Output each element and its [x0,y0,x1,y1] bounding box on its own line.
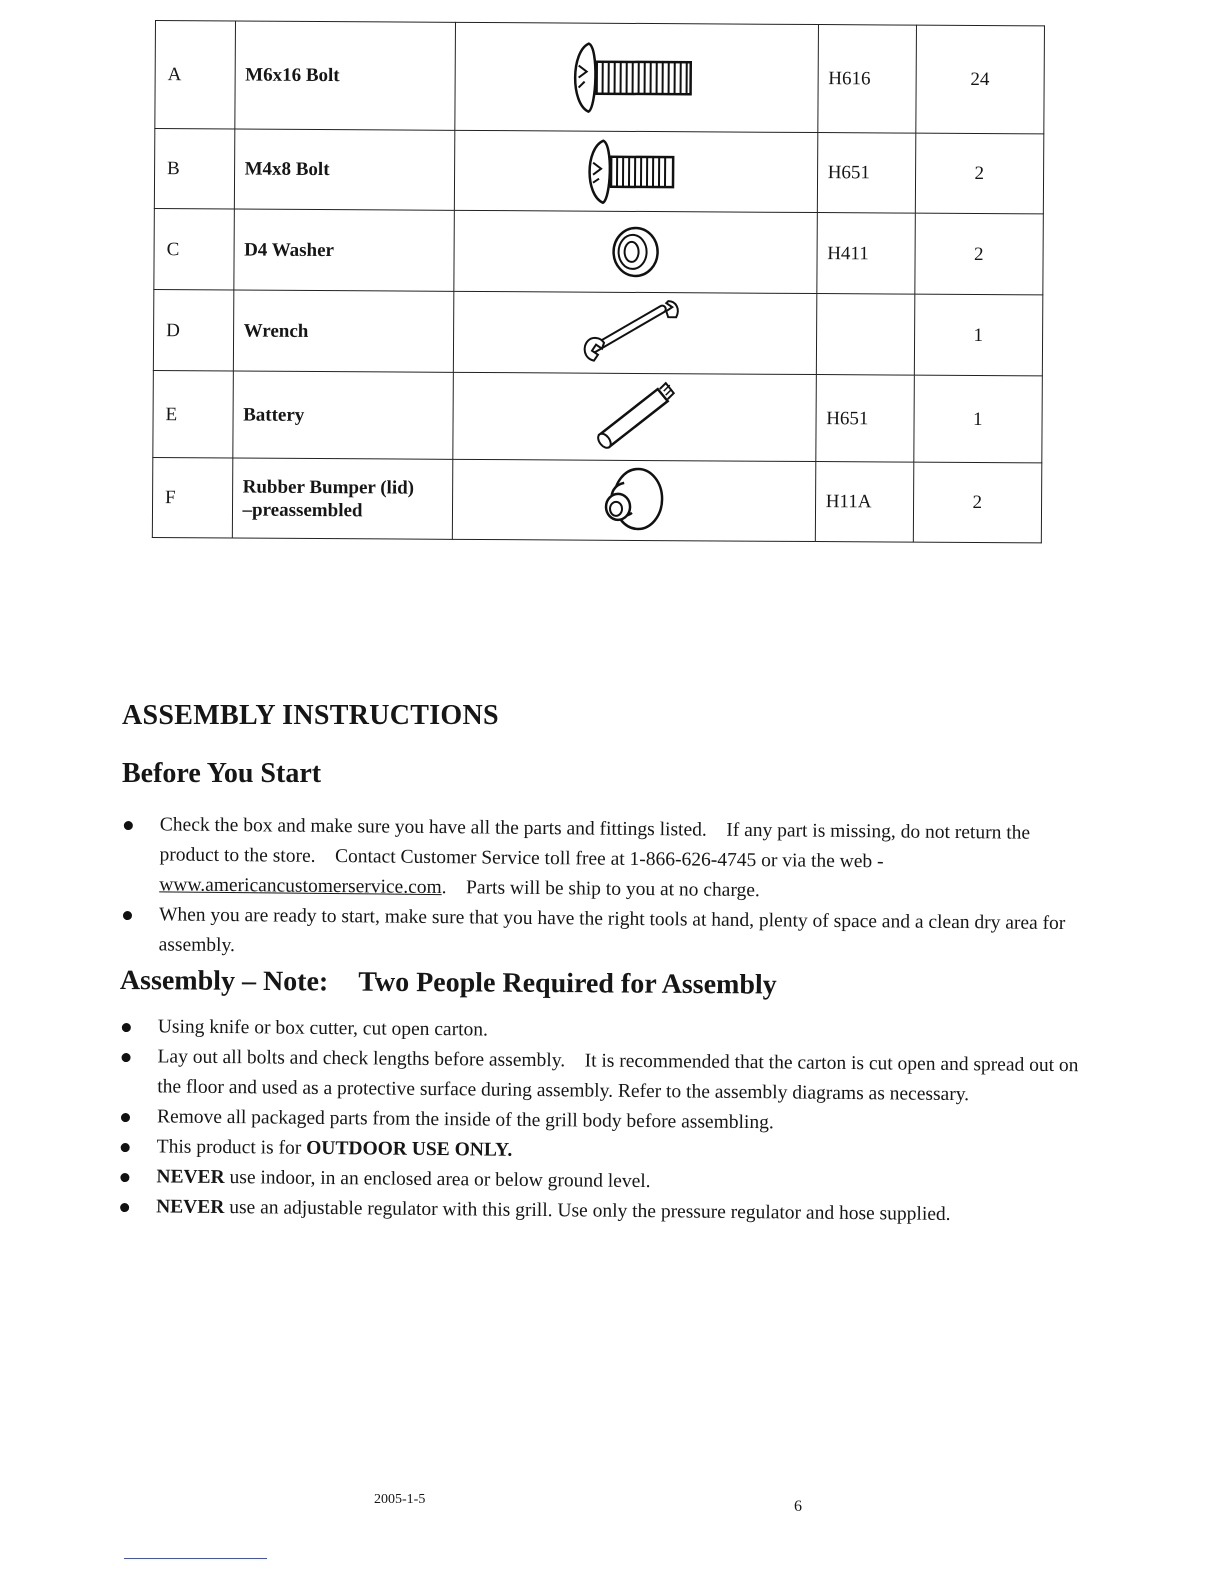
bullet-icon [121,1143,130,1152]
footer-date: 2005-1-5 [374,1492,426,1507]
part-code [816,294,914,376]
part-name: M4x8 Bolt [234,129,455,210]
list-text-bold: OUTDOOR USE ONLY. [306,1137,513,1161]
part-name: M6x16 Bolt [234,21,455,130]
part-picture [455,22,819,132]
bullet-icon [120,1203,129,1212]
part-name: Battery [232,371,453,459]
table-row [154,129,1043,214]
part-picture [454,210,817,293]
part-qty: 1 [913,375,1042,463]
list-text-bold: NEVER [156,1166,225,1189]
table-row [152,457,1041,542]
list-text: Check the box and make sure you have all the parts and fittings listed. If any part is missing, do not return the product to the store. Contact Customer Service toll free at 1-866-626-4745 or via the web - [159,814,1031,873]
parts-table [152,20,1045,543]
list-text-bold: NEVER [156,1196,225,1219]
part-picture [454,130,817,212]
part-qty: 24 [915,25,1044,134]
assembly-note-label: Assembly – Note: [119,965,329,998]
bullet-icon [120,1173,129,1182]
list-text: Remove all packaged parts from the inside of the grill body before assembling. [156,1106,774,1134]
part-code: H651 [817,133,915,214]
list-item [119,1042,1080,1111]
part-qty: 1 [914,294,1043,376]
part-qty: 2 [915,133,1044,214]
part-code: H11A [815,462,913,543]
section-title: ASSEMBLY INSTRUCTIONS [122,700,499,731]
before-you-start-heading: Before You Start [122,758,322,789]
list-item [121,810,1077,909]
table-row [153,289,1042,375]
bullet-icon [124,821,133,830]
assembly-list [118,1012,1080,1231]
part-name-line1: Rubber Bumper (lid) [242,476,415,499]
part-code: H411 [816,213,914,295]
page-number: 6 [794,1498,802,1515]
part-letter: B [154,129,234,209]
table-row [155,21,1045,134]
part-qty: 2 [913,462,1042,543]
part-picture [452,459,815,541]
assembly-note-text: Two People Required for Assembly [358,966,777,1001]
table-row [154,208,1043,294]
wrench-icon [580,295,690,372]
list-text: When you are ready to start, make sure that you have the right tools at hand, plenty of space and a clean dry area for assembly. [158,904,1066,957]
part-letter: F [152,457,232,537]
washer-icon [605,222,665,282]
part-name: Wrench [233,290,454,372]
part-name-line2: –preassembled [242,499,363,521]
before-list [121,810,1077,969]
list-text: use an adjustable regulator with this grill. Use only the pressure regulator and hose supplied. [224,1197,951,1225]
website-link[interactable]: www.americancustomerservice.com [159,874,442,899]
bolt-long-icon [566,37,706,118]
list-text: This product is for [156,1136,307,1159]
list-text: Using knife or box cutter, cut open carton. [157,1016,489,1041]
bullet-icon [122,1053,131,1062]
part-picture [453,291,816,374]
part-code: H616 [817,25,916,134]
part-name: D4 Washer [233,209,454,291]
footer-divider [124,1558,267,1559]
part-code: H651 [815,375,913,463]
list-item [121,900,1077,969]
bullet-icon [122,1023,131,1032]
list-text: . Parts will be ship to you at no charge. [441,877,760,902]
part-name [232,458,453,539]
table-row [153,370,1043,462]
bullet-icon [123,911,132,920]
bolt-short-icon [581,136,691,207]
part-letter: C [154,208,234,289]
part-letter: D [153,289,233,370]
assembly-note-heading [120,965,777,1002]
rubber-bumper-icon [594,462,674,538]
part-letter: A [155,21,235,129]
list-text: Lay out all bolts and check lengths before assembly. It is recommended that the carton is cut open and spread out on the floor and used as a protective surface during assembly. Refer to the assembly diagrams as necessary. [157,1046,1079,1106]
list-text: use indoor, in an enclosed area or below ground level. [224,1167,651,1193]
bullet-icon [121,1113,130,1122]
battery-icon [579,377,689,458]
part-picture [453,372,816,461]
part-letter: E [153,370,233,457]
part-qty: 2 [914,213,1043,295]
